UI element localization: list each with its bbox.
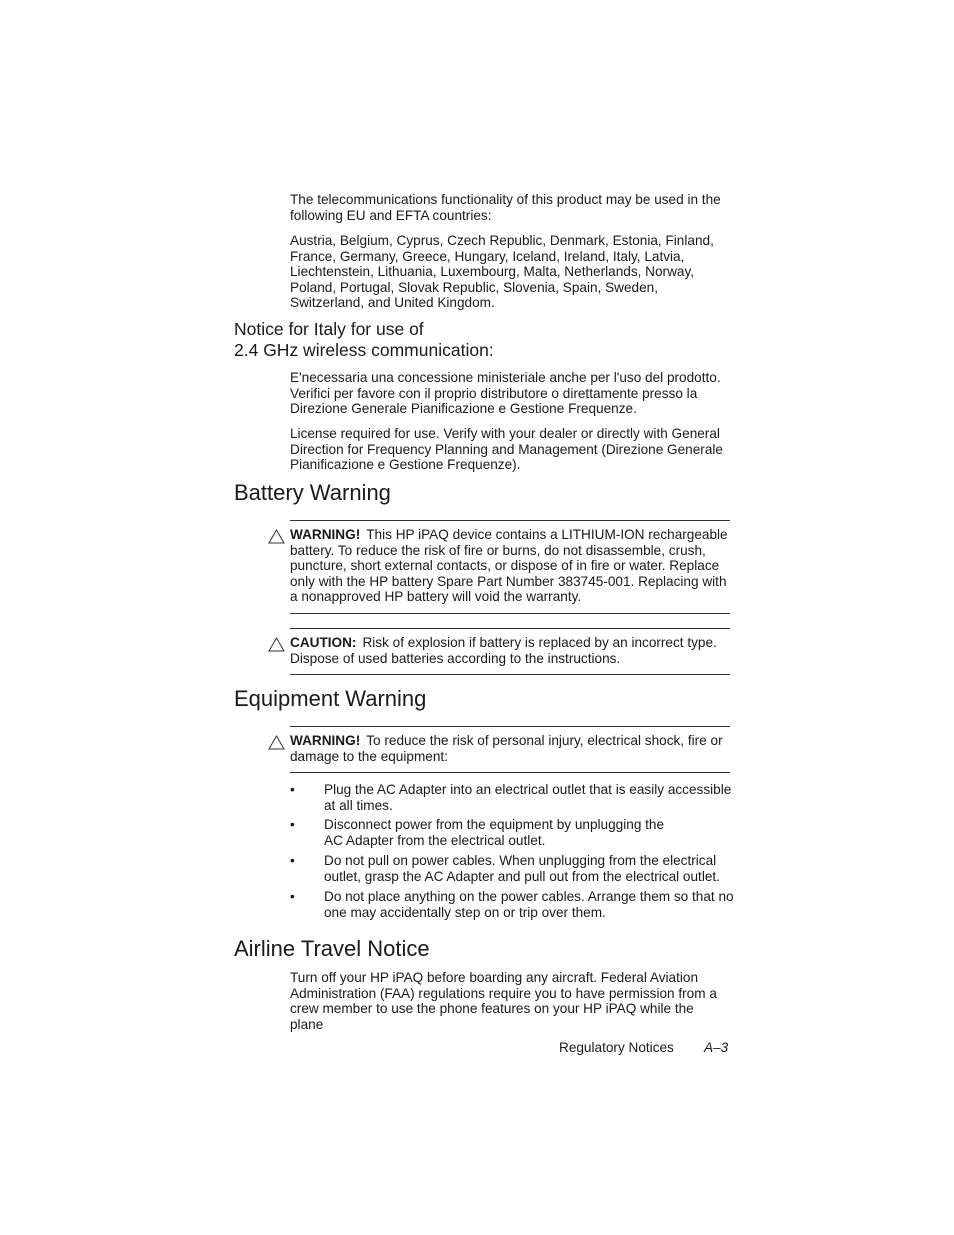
airline-travel-heading: Airline Travel Notice	[234, 936, 430, 961]
battery-warning-text	[290, 527, 730, 605]
italy-english-paragraph: License required for use. Verify with your dealer or directly with General Direction for Frequency Planning and Management (Direzione Generale Pianificazione e Gestione Frequenze).	[290, 426, 723, 473]
list-item: Do not place anything on the power cables. Arrange them so that no one may accidentally step on or trip over them.	[324, 889, 734, 920]
equipment-warning-top-rule	[290, 726, 730, 727]
battery-caution-text	[290, 635, 730, 666]
bullet-marker: •	[290, 782, 295, 797]
equipment-warning-heading: Equipment Warning	[234, 686, 427, 711]
list-item: Disconnect power from the equipment by unplugging the AC Adapter from the electrical outlet.	[324, 817, 665, 848]
warning-triangle-icon	[268, 529, 285, 544]
bullet-marker: •	[290, 817, 295, 832]
battery-warning-top-rule	[290, 520, 730, 521]
battery-caution-bottom-rule	[290, 674, 730, 675]
bullet-marker: •	[290, 889, 295, 904]
caution-label: CAUTION:	[290, 635, 357, 650]
list-item: Do not pull on power cables. When unplugging from the electrical outlet, grasp the AC Adapter and pull out from the electrical outlet.	[324, 853, 720, 884]
battery-warning-body: This HP iPAQ device contains a LITHIUM-ION rechargeable battery. To reduce the risk of fire or burns, do not disassemble, crush, puncture, short external contacts, or dispose of in fire or water. Replace only with the HP battery Spare Part Number 383745-001. Replacing with a nonapproved HP battery will void the warranty.	[290, 527, 728, 605]
page-number: A–3	[704, 1040, 729, 1055]
warning-triangle-icon	[268, 735, 285, 750]
italy-notice-heading-line1: Notice for Italy for use of	[234, 319, 424, 339]
battery-caution-body: Risk of explosion if battery is replaced by an incorrect type. Dispose of used batteries according to the instructions.	[290, 635, 717, 666]
bullet-marker: •	[290, 853, 295, 868]
battery-caution-top-rule	[290, 628, 730, 629]
airline-travel-paragraph: Turn off your HP iPAQ before boarding any aircraft. Federal Aviation Administration (FAA) regulations require you to have permission from a crew member to use the phone features on your HP iPAQ while the plane	[290, 970, 717, 1032]
italy-italian-paragraph: E'necessaria una concessione ministeriale anche per l'uso del prodotto. Verifici per favore con il proprio distributore o direttamente presso la Direzione Generale Pianificazione e Gestione Frequenze.	[290, 370, 721, 417]
footer-section-name: Regulatory Notices	[559, 1040, 674, 1055]
caution-triangle-icon	[268, 637, 285, 652]
warning-label: WARNING!	[290, 733, 361, 748]
equipment-warning-bottom-rule	[290, 772, 730, 773]
country-list-paragraph: Austria, Belgium, Cyprus, Czech Republic, Denmark, Estonia, Finland, France, Germany, Greece, Hungary, Iceland, Ireland, Italy, Latvia, Liechtenstein, Lithuania, Luxembourg, Malta, Netherlands, Norway, Poland, Portugal, Slovak Republic, Slovenia, Spain, Sweden, Switzerland, and United Kingdom.	[290, 233, 714, 311]
italy-notice-heading-line2: 2.4 GHz wireless communication:	[234, 340, 494, 360]
equipment-warning-body: To reduce the risk of personal injury, electrical shock, fire or damage to the equipment:	[290, 733, 723, 764]
equipment-warning-text	[290, 733, 730, 764]
warning-label: WARNING!	[290, 527, 361, 542]
eu-efta-intro-paragraph: The telecommunications functionality of this product may be used in the following EU and EFTA countries:	[290, 192, 721, 223]
battery-warning-bottom-rule	[290, 613, 730, 614]
list-item: Plug the AC Adapter into an electrical outlet that is easily accessible at all times.	[324, 782, 732, 813]
battery-warning-heading: Battery Warning	[234, 480, 391, 505]
